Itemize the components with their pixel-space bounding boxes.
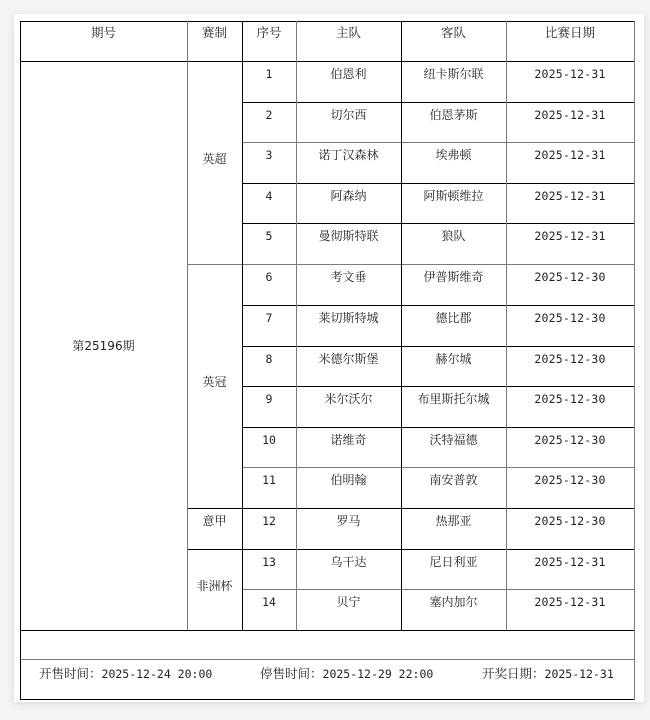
row-1-date: 2025-12-31 — [534, 67, 606, 81]
league-cell-championship: 英冠 — [202, 375, 227, 389]
row-2-seq: 2 — [265, 108, 273, 122]
col-divider-league — [242, 21, 243, 630]
row-10-seq: 10 — [262, 433, 276, 447]
row-9-home: 米尔沃尔 — [324, 392, 373, 406]
draw-date-value: 2025-12-31 — [544, 667, 614, 681]
row-divider — [242, 346, 634, 347]
row-6-away: 伊普斯维奇 — [423, 270, 484, 284]
row-13-home: 乌干达 — [330, 555, 367, 569]
border-footer-top — [20, 659, 634, 660]
sale-end-label: 停售时间： — [260, 666, 323, 681]
league-cell-serie-a: 意甲 — [202, 514, 227, 528]
row-7-date: 2025-12-30 — [534, 311, 606, 325]
row-14-away: 塞内加尔 — [429, 595, 478, 609]
row-4-home: 阿森纳 — [330, 189, 367, 203]
row-14-date: 2025-12-31 — [534, 595, 606, 609]
row-divider — [242, 223, 634, 224]
row-13-away: 尼日利亚 — [429, 555, 478, 569]
row-3-away: 埃弗顿 — [435, 148, 472, 162]
row-6-home: 考文垂 — [330, 270, 367, 284]
row-3-date: 2025-12-31 — [534, 148, 606, 162]
row-4-seq: 4 — [265, 189, 273, 203]
sale-info-footer — [20, 659, 634, 699]
row-8-away: 赫尔城 — [435, 352, 472, 366]
sale-start-value: 2025-12-24 20:00 — [101, 667, 213, 681]
row-10-home: 诺维奇 — [330, 433, 367, 447]
row-1-away: 纽卡斯尔联 — [423, 67, 484, 81]
row-divider — [187, 549, 634, 550]
row-13-seq: 13 — [262, 555, 276, 569]
row-divider — [242, 427, 634, 428]
sale-end — [260, 664, 433, 682]
header-home: 主队 — [335, 25, 361, 40]
row-2-home: 切尔西 — [330, 108, 367, 122]
league-cell-afcon: 非洲杯 — [196, 578, 233, 593]
row-11-away: 南安普敦 — [429, 473, 478, 487]
border-header-bottom — [20, 61, 634, 62]
row-10-date: 2025-12-30 — [534, 433, 606, 447]
row-divider — [242, 386, 634, 387]
header-date: 比赛日期 — [544, 25, 595, 40]
border-right — [634, 21, 635, 700]
row-5-home: 曼彻斯特联 — [318, 229, 379, 243]
sale-start — [39, 664, 212, 682]
match-schedule-table — [20, 21, 634, 699]
row-6-date: 2025-12-30 — [534, 270, 606, 284]
row-divider — [242, 305, 634, 306]
row-12-away: 热那亚 — [435, 514, 472, 528]
row-12-seq: 12 — [262, 514, 276, 528]
league-cell-epl: 英超 — [202, 151, 227, 166]
col-divider-seq — [296, 21, 297, 630]
sale-end-value: 2025-12-29 22:00 — [322, 667, 434, 681]
row-2-away: 伯恩茅斯 — [429, 108, 478, 122]
row-7-home: 莱切斯特城 — [318, 311, 379, 325]
row-9-seq: 9 — [265, 392, 273, 406]
row-8-date: 2025-12-30 — [534, 352, 606, 366]
row-5-seq: 5 — [265, 229, 273, 243]
draw-date-label: 开奖日期： — [482, 666, 545, 681]
col-divider-home — [401, 21, 402, 630]
row-11-home: 伯明翰 — [330, 473, 367, 487]
header-away: 客队 — [440, 25, 466, 40]
row-divider — [242, 467, 634, 468]
row-11-date: 2025-12-30 — [534, 473, 606, 487]
row-1-seq: 1 — [265, 67, 273, 81]
draw-date — [482, 664, 614, 682]
row-9-away: 布里斯托尔城 — [417, 392, 490, 406]
border-top — [20, 21, 634, 22]
row-7-away: 德比郡 — [435, 311, 472, 325]
row-9-date: 2025-12-30 — [534, 392, 606, 406]
row-5-away: 狼队 — [441, 229, 466, 243]
col-divider-away — [506, 21, 507, 630]
row-2-date: 2025-12-31 — [534, 108, 606, 122]
row-divider — [242, 589, 634, 590]
row-6-seq: 6 — [265, 270, 273, 284]
row-7-seq: 7 — [265, 311, 273, 325]
row-4-date: 2025-12-31 — [534, 189, 606, 203]
row-12-home: 罗马 — [336, 514, 361, 528]
row-3-home: 诺丁汉森林 — [318, 148, 379, 162]
row-14-home: 贝宁 — [336, 595, 361, 609]
row-8-home: 米德尔斯堡 — [318, 352, 379, 366]
row-1-home: 伯恩利 — [330, 67, 367, 81]
row-divider — [242, 183, 634, 184]
row-14-seq: 14 — [262, 595, 276, 609]
row-8-seq: 8 — [265, 352, 273, 366]
issue-number-cell: 第25196期 — [72, 338, 135, 353]
row-12-date: 2025-12-30 — [534, 514, 606, 528]
row-divider — [187, 508, 634, 509]
row-4-away: 阿斯顿维拉 — [423, 189, 484, 203]
row-5-date: 2025-12-31 — [534, 229, 606, 243]
row-divider — [187, 264, 634, 265]
border-table-bottom — [20, 630, 634, 631]
row-10-away: 沃特福德 — [429, 433, 478, 447]
col-divider-issue — [187, 21, 188, 630]
header-issue: 期号 — [90, 25, 116, 40]
sale-start-label: 开售时间： — [39, 666, 102, 681]
border-left — [20, 21, 21, 700]
row-11-seq: 11 — [262, 473, 276, 487]
border-bottom — [20, 699, 634, 700]
row-3-seq: 3 — [265, 148, 273, 162]
row-13-date: 2025-12-31 — [534, 555, 606, 569]
header-seq: 序号 — [256, 25, 282, 40]
row-divider — [242, 142, 634, 143]
header-league: 赛制 — [201, 25, 227, 40]
row-divider — [242, 102, 634, 103]
